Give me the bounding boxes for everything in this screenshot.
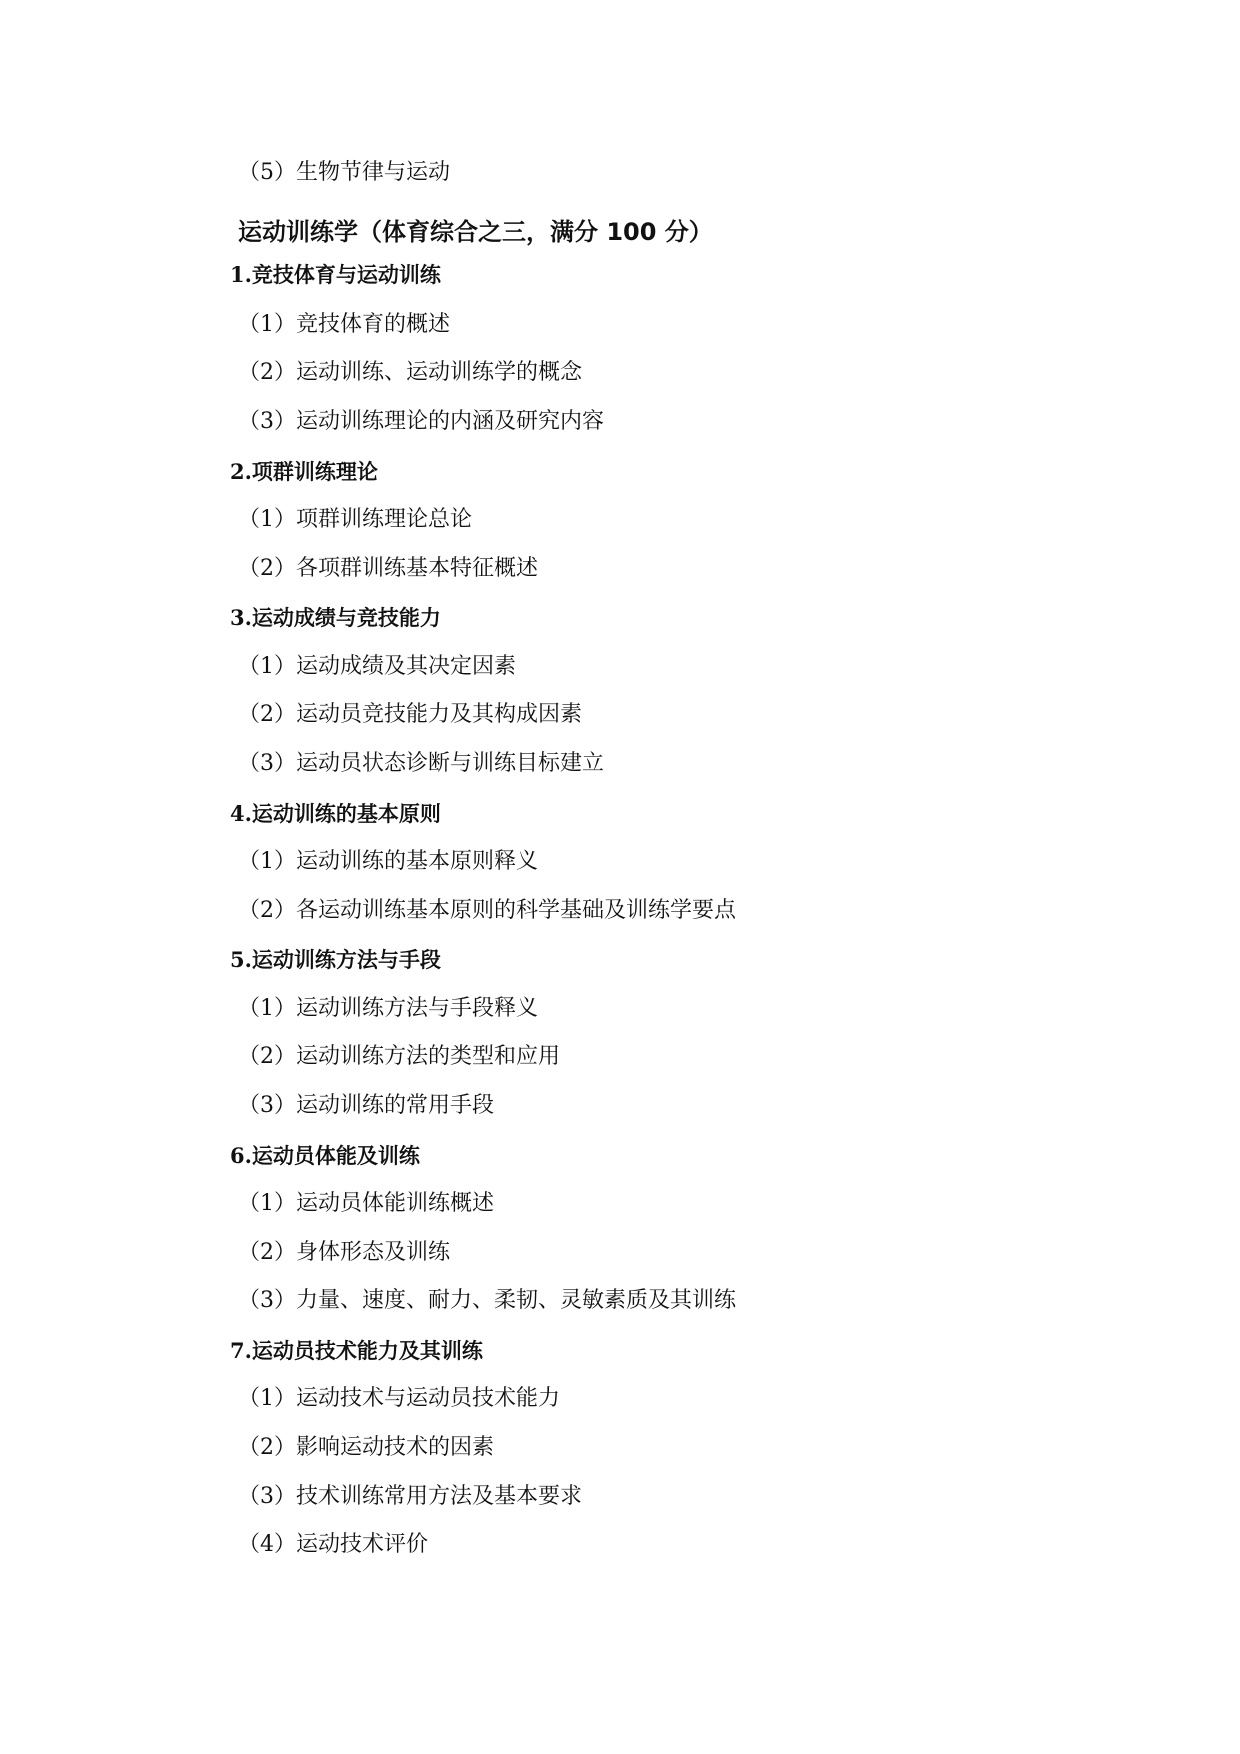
list-item: （1）项群训练理论总论 [238,507,472,532]
section-heading: 4.运动训练的基本原则 [230,801,441,826]
list-item: （2）各项群训练基本特征概述 [238,556,538,581]
list-item: （2）影响运动技术的因素 [238,1435,494,1460]
list-item: （2）运动训练方法的类型和应用 [238,1044,560,1069]
list-item: （2）各运动训练基本原则的科学基础及训练学要点 [238,898,736,923]
intro-item: （5）生物节律与运动 [238,160,450,185]
section-heading: 2.项群训练理论 [230,459,378,484]
list-item: （3）力量、速度、耐力、柔韧、灵敏素质及其训练 [238,1288,736,1313]
list-item: （1）竞技体育的概述 [238,312,450,337]
section-heading: 6.运动员体能及训练 [230,1143,420,1168]
list-item: （3）运动训练的常用手段 [238,1093,494,1118]
section-heading: 7.运动员技术能力及其训练 [230,1338,483,1363]
section-heading: 3.运动成绩与竞技能力 [230,605,441,630]
list-item: （2）运动训练、运动训练学的概念 [238,360,582,385]
list-item: （2）身体形态及训练 [238,1240,450,1265]
section-heading: 1.竞技体育与运动训练 [230,262,441,287]
list-item: （1）运动员体能训练概述 [238,1191,494,1216]
list-item: （3）运动员状态诊断与训练目标建立 [238,751,604,776]
document-title: 运动训练学（体育综合之三，满分 100 分） [238,218,713,246]
list-item: （3）技术训练常用方法及基本要求 [238,1484,582,1509]
list-item: （4）运动技术评价 [238,1532,428,1557]
list-item: （1）运动成绩及其决定因素 [238,654,516,679]
list-item: （1）运动技术与运动员技术能力 [238,1386,560,1411]
list-item: （2）运动员竞技能力及其构成因素 [238,702,582,727]
list-item: （1）运动训练方法与手段释义 [238,996,538,1021]
section-heading: 5.运动训练方法与手段 [230,947,441,972]
list-item: （3）运动训练理论的内涵及研究内容 [238,409,604,434]
list-item: （1）运动训练的基本原则释义 [238,849,538,874]
